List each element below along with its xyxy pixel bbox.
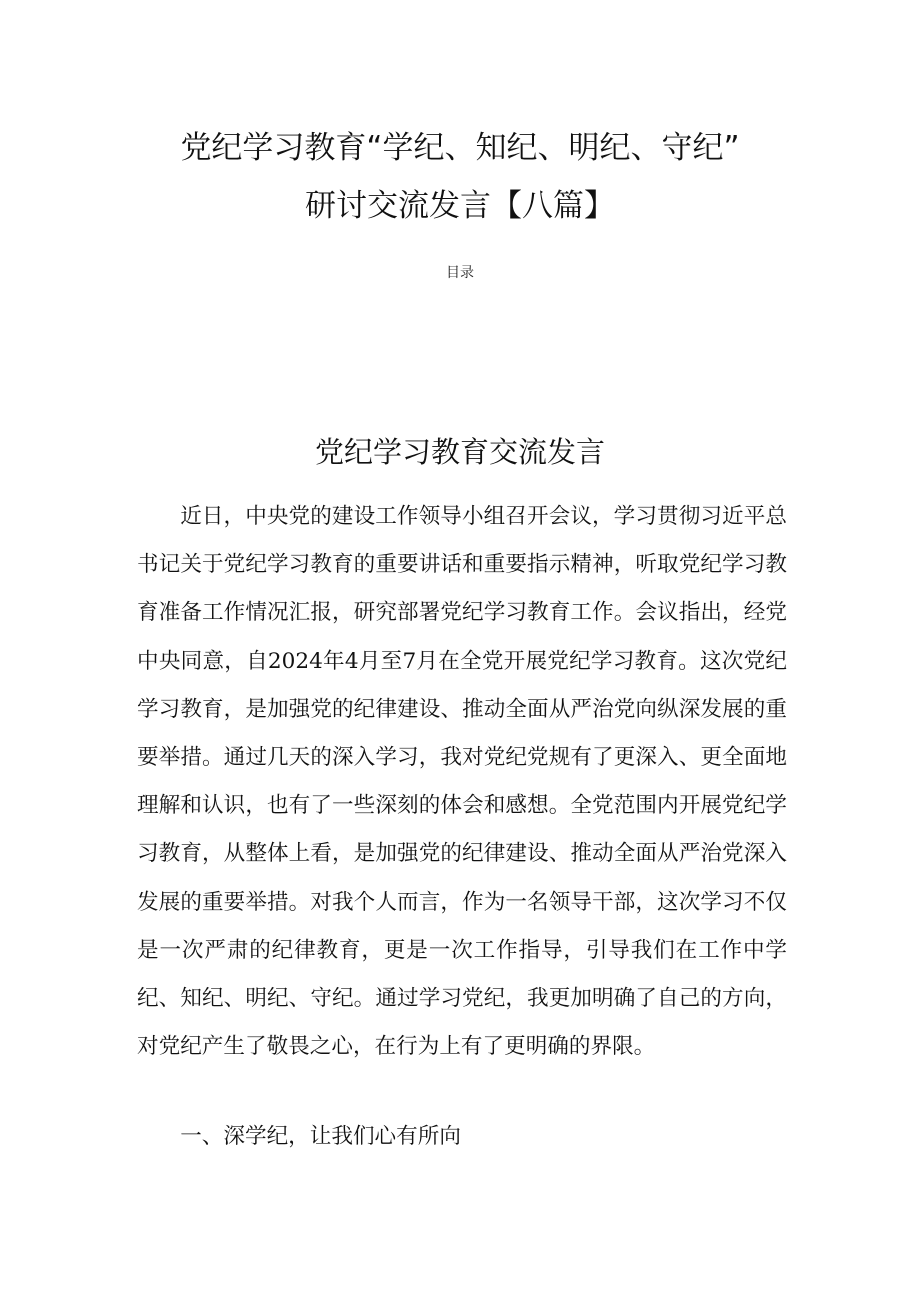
document-title-line-2: 研讨交流发言【八篇】 [305,188,615,224]
sub-heading: 一、深学纪，让我们心有所向 [180,1124,461,1149]
document-title-line-1: 党纪学习教育“学纪、知纪、明纪、守纪” [180,130,740,166]
body-paragraph: 近日，中央党的建设工作领导小组召开会议，学习贯彻习近平总书记关于党纪学习教育的重要讲话和重要指示精神，听取党纪学习教育准备工作情况汇报，研究部署党纪学习教育工作。会议指出，经党中央同意，自2024年4月至7月在全党开展党纪学习教育。这次党纪学习教育，是加强党的纪律建设、推动全面从严治党向纵深发展的重要举措。通过几天的深入学习，我对党纪党规有了更深入、更全面地理解和认识，也有了一些深刻的体会和感想。全党范围内开展党纪学习教育，从整体上看，是加强党的纪律建设、推动全面从严治党深入发展的重要举措。对我个人而言，作为一名领导干部，这次学习不仅是一次严肃的纪律教育，更是一次工作指导，引导我们在工作中学纪、知纪、明纪、守纪。通过学习党纪，我更加明确了自己的方向，对党纪产生了敬畏之心，在行为上有了更明确的界限。 [137,504,787,1060]
table-of-contents-label: 目录 [446,265,474,281]
section-title: 党纪学习教育交流发言 [314,435,605,469]
